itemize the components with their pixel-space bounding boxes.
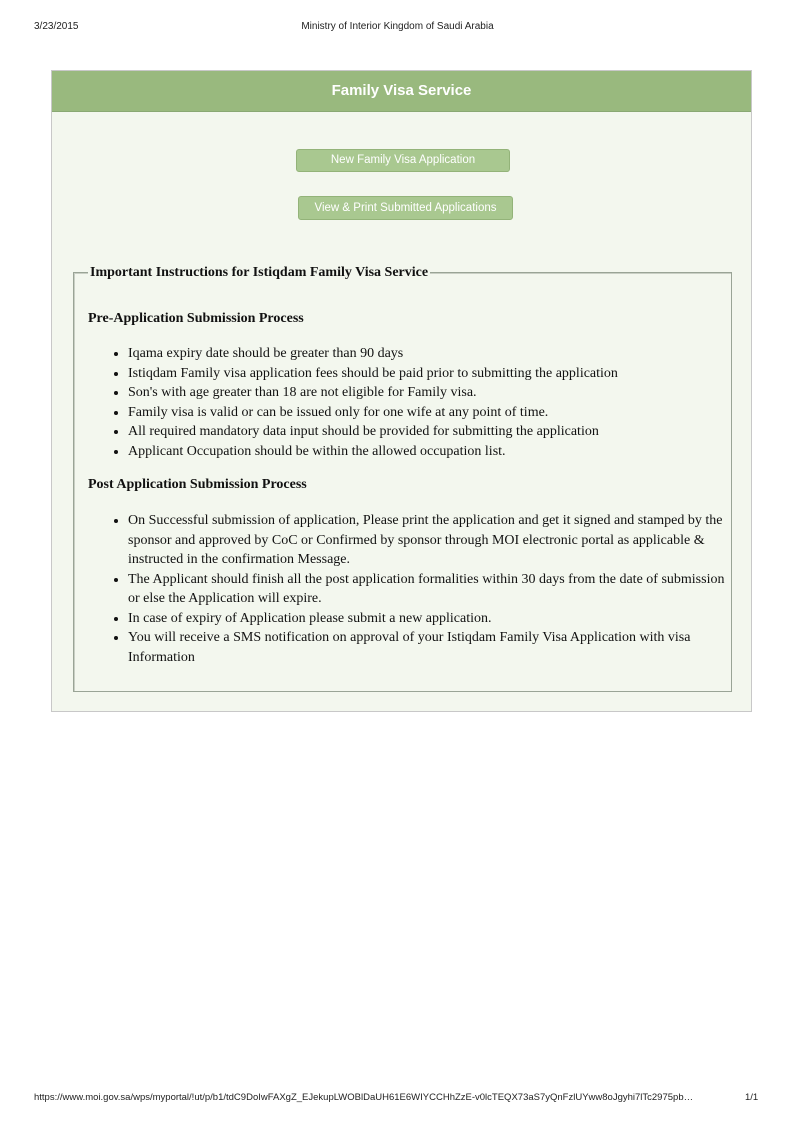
instructions-legend: Important Instructions for Istiqdam Family Visa Service xyxy=(90,265,429,280)
new-family-visa-application-button[interactable]: New Family Visa Application xyxy=(296,149,510,172)
panel-title: Family Visa Service xyxy=(52,71,751,112)
post-application-list xyxy=(108,511,734,667)
list-item: • Iqama expiry date should be greater than 90 days xyxy=(128,344,734,364)
list-item: • In case of expiry of Application please submit a new application. xyxy=(128,609,734,629)
print-header-title: Ministry of Interior Kingdom of Saudi Arabia xyxy=(301,21,494,32)
family-visa-panel xyxy=(51,70,752,712)
print-footer-page: 1/1 xyxy=(745,1092,759,1103)
pre-application-list xyxy=(108,344,734,461)
list-item: • The Applicant should finish all the post application formalities within 30 days from the date of submission or else the Application will expire. xyxy=(128,570,734,609)
pre-application-title: Pre-Application Submission Process xyxy=(88,311,304,326)
list-item: • Son's with age greater than 18 are not eligible for Family visa. xyxy=(128,383,734,403)
view-print-applications-button[interactable]: View & Print Submitted Applications xyxy=(298,196,513,220)
list-item: • You will receive a SMS notification on approval of your Istiqdam Family Visa Application with visa Information xyxy=(128,628,734,667)
list-item: • On Successful submission of application, Please print the application and get it signed and stamped by the sponsor and approved by CoC or Confirmed by sponsor through MOI electronic portal as applicable & instructed in the confirmation Message. xyxy=(128,511,734,570)
instructions-fieldset xyxy=(73,265,732,692)
list-item: • Istiqdam Family visa application fees should be paid prior to submitting the application xyxy=(128,364,734,384)
list-item: • Applicant Occupation should be within the allowed occupation list. xyxy=(128,442,734,462)
post-application-title: Post Application Submission Process xyxy=(88,477,307,492)
list-item: • Family visa is valid or can be issued only for one wife at any point of time. xyxy=(128,403,734,423)
list-item: • All required mandatory data input should be provided for submitting the application xyxy=(128,422,734,442)
print-date: 3/23/2015 xyxy=(34,21,79,32)
print-footer-url: https://www.moi.gov.sa/wps/myportal/!ut/p/b1/tdC9DoIwFAXgZ_EJekupLWOBlDaUH61E6WIYCCHhZzE-v0lcTEQX73aS7yQnFzlUYww8oJgyhi7lTc2975pb… xyxy=(34,1092,694,1103)
